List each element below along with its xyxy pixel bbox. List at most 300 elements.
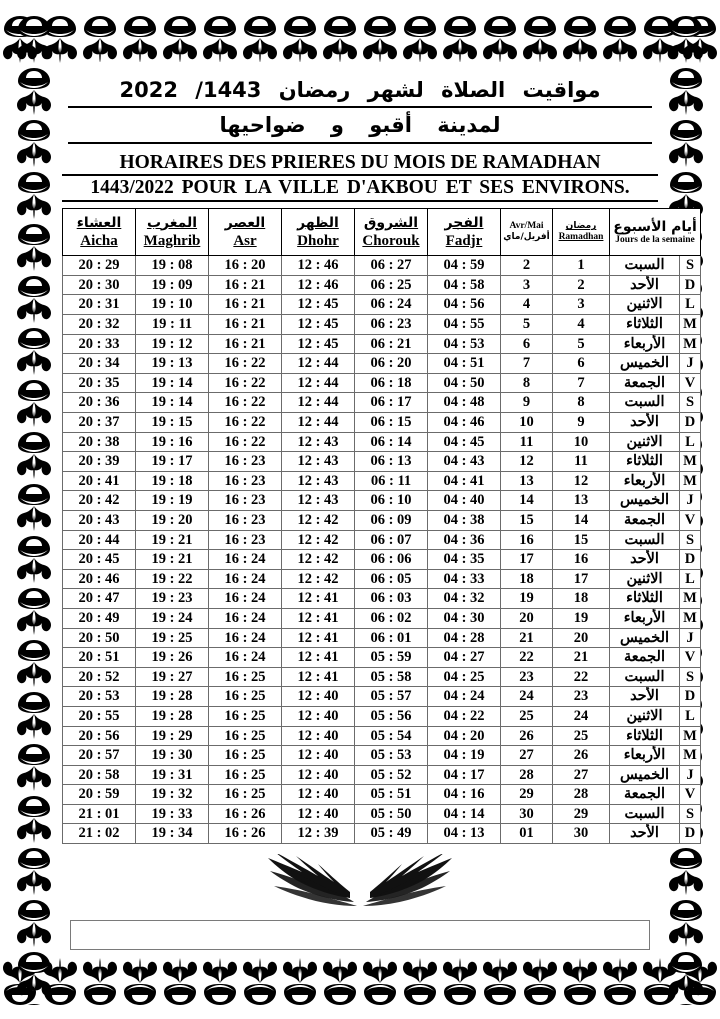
cell-chorouk: 06 : 24 [355,295,428,315]
cell-day-letter: D [680,687,701,707]
floral-motif-icon [320,14,360,66]
cell-dhohr: 12 : 44 [282,393,355,413]
cell-greg: 17 [501,550,553,570]
cell-fadjr: 04 : 13 [428,824,501,844]
table-row [63,491,701,511]
cell-day-ar: الاثنين [610,569,680,589]
cell-fadjr: 04 : 53 [428,334,501,354]
floral-motif-icon [360,14,400,66]
floral-motif-icon [14,170,54,222]
cell-ramadhan: 21 [553,648,610,668]
cell-day-ar: الخميس [610,628,680,648]
cell-aicha: 20 : 58 [63,765,136,785]
title-french-line2: 1443/2022 POUR LA VILLE D'AKBOU ET SES ENVIRONS. [62,176,658,202]
cell-asr: 16 : 21 [209,334,282,354]
cell-ramadhan: 30 [553,824,610,844]
cell-dhohr: 12 : 41 [282,608,355,628]
cell-day-ar: الخميس [610,491,680,511]
cell-greg: 28 [501,765,553,785]
cell-day-ar: الخميس [610,354,680,374]
column-header-aicha-fr: Aicha [80,233,118,249]
border-bottom [0,955,720,1007]
cell-ramadhan: 7 [553,373,610,393]
column-header-maghrib-ar: المغرب [146,214,198,231]
table-row [63,589,701,609]
cell-day-letter: D [680,550,701,570]
floral-motif-icon [666,950,706,1002]
column-header-ramadhan-fr: Ramadhan [558,232,604,243]
cell-maghrib: 19 : 12 [136,334,209,354]
cell-dhohr: 12 : 42 [282,510,355,530]
floral-motif-icon [14,690,54,742]
cell-maghrib: 19 : 32 [136,785,209,805]
floral-motif-icon [14,430,54,482]
cell-dhohr: 12 : 43 [282,471,355,491]
table-row [63,648,701,668]
column-header-asr-fr: Asr [233,233,257,249]
cell-dhohr: 12 : 44 [282,354,355,374]
cell-aicha: 20 : 43 [63,510,136,530]
cell-fadjr: 04 : 41 [428,471,501,491]
cell-aicha: 20 : 50 [63,628,136,648]
table-row [63,569,701,589]
floral-motif-icon [120,14,160,66]
cell-chorouk: 05 : 49 [355,824,428,844]
table-row [63,785,701,805]
cell-day-ar: الأربعاء [610,334,680,354]
cell-fadjr: 04 : 25 [428,667,501,687]
cell-asr: 16 : 25 [209,667,282,687]
cell-aicha: 20 : 31 [63,295,136,315]
cell-chorouk: 06 : 13 [355,452,428,472]
cell-fadjr: 04 : 55 [428,315,501,335]
column-header-ramadhan-ar: رمضان [565,221,597,232]
floral-motif-icon [80,955,120,1007]
cell-asr: 16 : 24 [209,569,282,589]
cell-day-ar: الجمعة [610,373,680,393]
cell-day-letter: V [680,785,701,805]
column-header-gregorian-fr: Avr/Mai [509,221,544,232]
cell-chorouk: 05 : 53 [355,746,428,766]
cell-aicha: 20 : 41 [63,471,136,491]
floral-motif-icon [14,1002,54,1005]
cell-maghrib: 19 : 15 [136,413,209,433]
cell-maghrib: 19 : 17 [136,452,209,472]
table-row [63,373,701,393]
cell-greg: 2 [501,256,553,276]
column-header-aicha-ar: العشاء [76,214,122,231]
cell-maghrib: 19 : 10 [136,295,209,315]
cell-day-ar: السبت [610,804,680,824]
column-header-weekday-ar: أيام الأسبوع [613,218,697,235]
cell-asr: 16 : 22 [209,432,282,452]
cell-chorouk: 05 : 51 [355,785,428,805]
floral-motif-icon [666,898,706,950]
table-row [63,726,701,746]
cell-ramadhan: 23 [553,687,610,707]
cell-chorouk: 06 : 25 [355,275,428,295]
cell-day-letter: D [680,275,701,295]
cell-ramadhan: 3 [553,295,610,315]
floral-motif-icon [200,14,240,66]
title-arabic-line1: مواقيت الصلاة لشهر رمضان 1443/ 2022 [68,76,652,108]
cell-ramadhan: 1 [553,256,610,276]
cell-aicha: 20 : 32 [63,315,136,335]
cell-fadjr: 04 : 45 [428,432,501,452]
cell-ramadhan: 18 [553,589,610,609]
cell-asr: 16 : 22 [209,393,282,413]
cell-aicha: 20 : 36 [63,393,136,413]
floral-motif-icon [666,118,706,170]
cell-greg: 18 [501,569,553,589]
table-row [63,315,701,335]
cell-dhohr: 12 : 43 [282,432,355,452]
column-header-asr [209,209,282,256]
table-row [63,354,701,374]
cell-ramadhan: 29 [553,804,610,824]
cell-fadjr: 04 : 58 [428,275,501,295]
floral-motif-icon [480,14,520,66]
cell-greg: 10 [501,413,553,433]
cell-fadjr: 04 : 28 [428,628,501,648]
column-header-fadjr [428,209,501,256]
cell-dhohr: 12 : 39 [282,824,355,844]
cell-day-ar: الثلاثاء [610,315,680,335]
table-row [63,295,701,315]
cell-maghrib: 19 : 09 [136,275,209,295]
cell-asr: 16 : 24 [209,648,282,668]
cell-greg: 9 [501,393,553,413]
cell-asr: 16 : 25 [209,746,282,766]
cell-day-letter: V [680,510,701,530]
cell-aicha: 20 : 29 [63,256,136,276]
floral-motif-icon [14,482,54,534]
cell-maghrib: 19 : 13 [136,354,209,374]
column-header-dhohr-fr: Dhohr [297,233,339,249]
cell-greg: 3 [501,275,553,295]
cell-maghrib: 19 : 21 [136,530,209,550]
floral-motif-icon [666,14,706,66]
cell-dhohr: 12 : 42 [282,569,355,589]
cell-dhohr: 12 : 40 [282,706,355,726]
cell-greg: 21 [501,628,553,648]
floral-motif-icon [560,955,600,1007]
table-row [63,393,701,413]
cell-chorouk: 05 : 59 [355,648,428,668]
cell-day-ar: السبت [610,393,680,413]
cell-ramadhan: 14 [553,510,610,530]
column-header-weekday-fr: Jours de la semaine [615,235,695,246]
cell-chorouk: 05 : 54 [355,726,428,746]
cell-greg: 14 [501,491,553,511]
cell-day-letter: S [680,804,701,824]
column-header-chorouk [355,209,428,256]
column-header-gregorian-ar: أفريل/ماي [503,232,550,243]
floral-motif-icon [240,14,280,66]
cell-dhohr: 12 : 43 [282,491,355,511]
cell-chorouk: 06 : 09 [355,510,428,530]
table-row [63,334,701,354]
cell-chorouk: 05 : 52 [355,765,428,785]
cell-day-letter: S [680,530,701,550]
cell-maghrib: 19 : 08 [136,256,209,276]
table-body [63,256,701,844]
cell-maghrib: 19 : 16 [136,432,209,452]
cell-chorouk: 05 : 56 [355,706,428,726]
cell-aicha: 20 : 51 [63,648,136,668]
cell-day-ar: السبت [610,256,680,276]
cell-day-letter: J [680,491,701,511]
floral-motif-icon [160,14,200,66]
cell-greg: 24 [501,687,553,707]
floral-motif-icon [14,274,54,326]
floral-motif-icon [280,955,320,1007]
cell-aicha: 20 : 52 [63,667,136,687]
cell-asr: 16 : 25 [209,765,282,785]
cell-day-ar: الأحد [610,687,680,707]
content-sheet [62,62,697,957]
floral-motif-icon [520,14,560,66]
cell-ramadhan: 9 [553,413,610,433]
cell-asr: 16 : 25 [209,726,282,746]
table-row [63,530,701,550]
floral-motif-icon [666,846,706,898]
cell-fadjr: 04 : 38 [428,510,501,530]
floral-motif-icon [666,66,706,118]
column-header-chorouk-fr: Chorouk [362,233,420,249]
cell-day-letter: S [680,256,701,276]
cell-asr: 16 : 24 [209,628,282,648]
cell-dhohr: 12 : 43 [282,452,355,472]
cell-ramadhan: 4 [553,315,610,335]
column-header-maghrib-fr: Maghrib [143,233,201,249]
cell-dhohr: 12 : 44 [282,413,355,433]
cell-fadjr: 04 : 48 [428,393,501,413]
cell-aicha: 20 : 55 [63,706,136,726]
cell-dhohr: 12 : 40 [282,785,355,805]
cell-ramadhan: 6 [553,354,610,374]
cell-day-letter: V [680,373,701,393]
cell-day-letter: M [680,589,701,609]
table-row [63,413,701,433]
floral-motif-icon [14,534,54,586]
cell-ramadhan: 11 [553,452,610,472]
floral-motif-icon [14,326,54,378]
cell-maghrib: 19 : 33 [136,804,209,824]
table-row [63,706,701,726]
cell-day-ar: الثلاثاء [610,452,680,472]
cell-asr: 16 : 24 [209,589,282,609]
cell-dhohr: 12 : 44 [282,373,355,393]
cell-day-letter: J [680,765,701,785]
cell-aicha: 20 : 45 [63,550,136,570]
cell-asr: 16 : 26 [209,824,282,844]
cell-fadjr: 04 : 36 [428,530,501,550]
table-row [63,550,701,570]
cell-day-letter: M [680,746,701,766]
cell-dhohr: 12 : 40 [282,687,355,707]
cell-greg: 11 [501,432,553,452]
cell-ramadhan: 5 [553,334,610,354]
cell-greg: 25 [501,706,553,726]
cell-ramadhan: 27 [553,765,610,785]
cell-ramadhan: 13 [553,491,610,511]
cell-maghrib: 19 : 23 [136,589,209,609]
prayer-times-table [62,208,701,844]
cell-maghrib: 19 : 20 [136,510,209,530]
cell-chorouk: 06 : 05 [355,569,428,589]
cell-greg: 22 [501,648,553,668]
column-header-fadjr-fr: Fadjr [445,233,483,249]
cell-dhohr: 12 : 40 [282,726,355,746]
column-header-maghrib [136,209,209,256]
column-header-fadjr-ar: الفجر [444,214,484,231]
cell-maghrib: 19 : 21 [136,550,209,570]
cell-fadjr: 04 : 16 [428,785,501,805]
cell-fadjr: 04 : 14 [428,804,501,824]
cell-dhohr: 12 : 46 [282,275,355,295]
cell-day-ar: الجمعة [610,785,680,805]
cell-chorouk: 06 : 20 [355,354,428,374]
cell-fadjr: 04 : 20 [428,726,501,746]
cell-day-ar: الأربعاء [610,471,680,491]
cell-aicha: 20 : 49 [63,608,136,628]
cell-greg: 8 [501,373,553,393]
floral-motif-icon [240,955,280,1007]
cell-day-ar: الثلاثاء [610,589,680,609]
cell-greg: 30 [501,804,553,824]
column-header-weekday [610,209,701,256]
cell-maghrib: 19 : 19 [136,491,209,511]
column-header-aicha [63,209,136,256]
cell-day-ar: الأحد [610,275,680,295]
cell-maghrib: 19 : 22 [136,569,209,589]
cell-day-letter: L [680,432,701,452]
cell-chorouk: 06 : 18 [355,373,428,393]
cell-aicha: 20 : 30 [63,275,136,295]
floral-motif-icon [200,955,240,1007]
cell-aicha: 21 : 02 [63,824,136,844]
cell-chorouk: 06 : 01 [355,628,428,648]
cell-chorouk: 06 : 21 [355,334,428,354]
cell-day-letter: M [680,315,701,335]
wings-ornament [260,854,460,912]
table-header-row [63,209,701,256]
cell-ramadhan: 20 [553,628,610,648]
cell-day-ar: الجمعة [610,510,680,530]
note-box[interactable] [70,920,650,950]
column-header-dhohr [282,209,355,256]
cell-chorouk: 06 : 27 [355,256,428,276]
cell-chorouk: 06 : 10 [355,491,428,511]
cell-asr: 16 : 22 [209,354,282,374]
table-row [63,765,701,785]
floral-motif-icon [320,955,360,1007]
cell-chorouk: 06 : 11 [355,471,428,491]
cell-aicha: 20 : 37 [63,413,136,433]
cell-fadjr: 04 : 22 [428,706,501,726]
floral-motif-icon [14,118,54,170]
cell-fadjr: 04 : 32 [428,589,501,609]
border-left [14,14,66,1005]
cell-maghrib: 19 : 14 [136,393,209,413]
floral-motif-icon [600,14,640,66]
cell-asr: 16 : 22 [209,413,282,433]
cell-aicha: 20 : 42 [63,491,136,511]
cell-day-ar: الأحد [610,824,680,844]
cell-ramadhan: 17 [553,569,610,589]
table-row [63,667,701,687]
cell-dhohr: 12 : 40 [282,765,355,785]
cell-chorouk: 05 : 50 [355,804,428,824]
column-header-chorouk-ar: الشروق [363,214,419,231]
cell-asr: 16 : 25 [209,785,282,805]
floral-motif-icon [360,955,400,1007]
cell-day-ar: الجمعة [610,648,680,668]
cell-aicha: 20 : 56 [63,726,136,746]
cell-dhohr: 12 : 41 [282,667,355,687]
cell-greg: 5 [501,315,553,335]
cell-dhohr: 12 : 41 [282,628,355,648]
cell-greg: 4 [501,295,553,315]
cell-maghrib: 19 : 27 [136,667,209,687]
table-row [63,275,701,295]
cell-chorouk: 06 : 06 [355,550,428,570]
cell-aicha: 20 : 59 [63,785,136,805]
cell-fadjr: 04 : 56 [428,295,501,315]
table-row [63,432,701,452]
floral-motif-icon [14,846,54,898]
cell-dhohr: 12 : 46 [282,256,355,276]
cell-day-ar: الثلاثاء [610,726,680,746]
cell-ramadhan: 28 [553,785,610,805]
cell-fadjr: 04 : 46 [428,413,501,433]
cell-asr: 16 : 20 [209,256,282,276]
table-row [63,256,701,276]
cell-day-letter: L [680,569,701,589]
cell-day-ar: الاثنين [610,432,680,452]
cell-aicha: 20 : 47 [63,589,136,609]
floral-motif-icon [560,14,600,66]
floral-motif-icon [280,14,320,66]
cell-maghrib: 19 : 11 [136,315,209,335]
cell-greg: 15 [501,510,553,530]
page-title-arabic [62,76,658,144]
cell-aicha: 20 : 33 [63,334,136,354]
cell-day-ar: الأربعاء [610,746,680,766]
cell-day-letter: S [680,393,701,413]
table-row [63,452,701,472]
cell-fadjr: 04 : 24 [428,687,501,707]
cell-asr: 16 : 24 [209,550,282,570]
floral-motif-icon [120,955,160,1007]
cell-ramadhan: 24 [553,706,610,726]
page-title-french [62,151,658,203]
cell-ramadhan: 12 [553,471,610,491]
cell-dhohr: 12 : 40 [282,746,355,766]
cell-greg: 23 [501,667,553,687]
cell-day-letter: D [680,413,701,433]
cell-greg: 7 [501,354,553,374]
title-french-line1: HORAIRES DES PRIERES DU MOIS DE RAMADHAN [62,151,658,177]
cell-chorouk: 06 : 14 [355,432,428,452]
cell-asr: 16 : 25 [209,706,282,726]
floral-motif-icon [440,14,480,66]
floral-motif-icon [14,378,54,430]
cell-fadjr: 04 : 43 [428,452,501,472]
cell-fadjr: 04 : 40 [428,491,501,511]
cell-ramadhan: 2 [553,275,610,295]
